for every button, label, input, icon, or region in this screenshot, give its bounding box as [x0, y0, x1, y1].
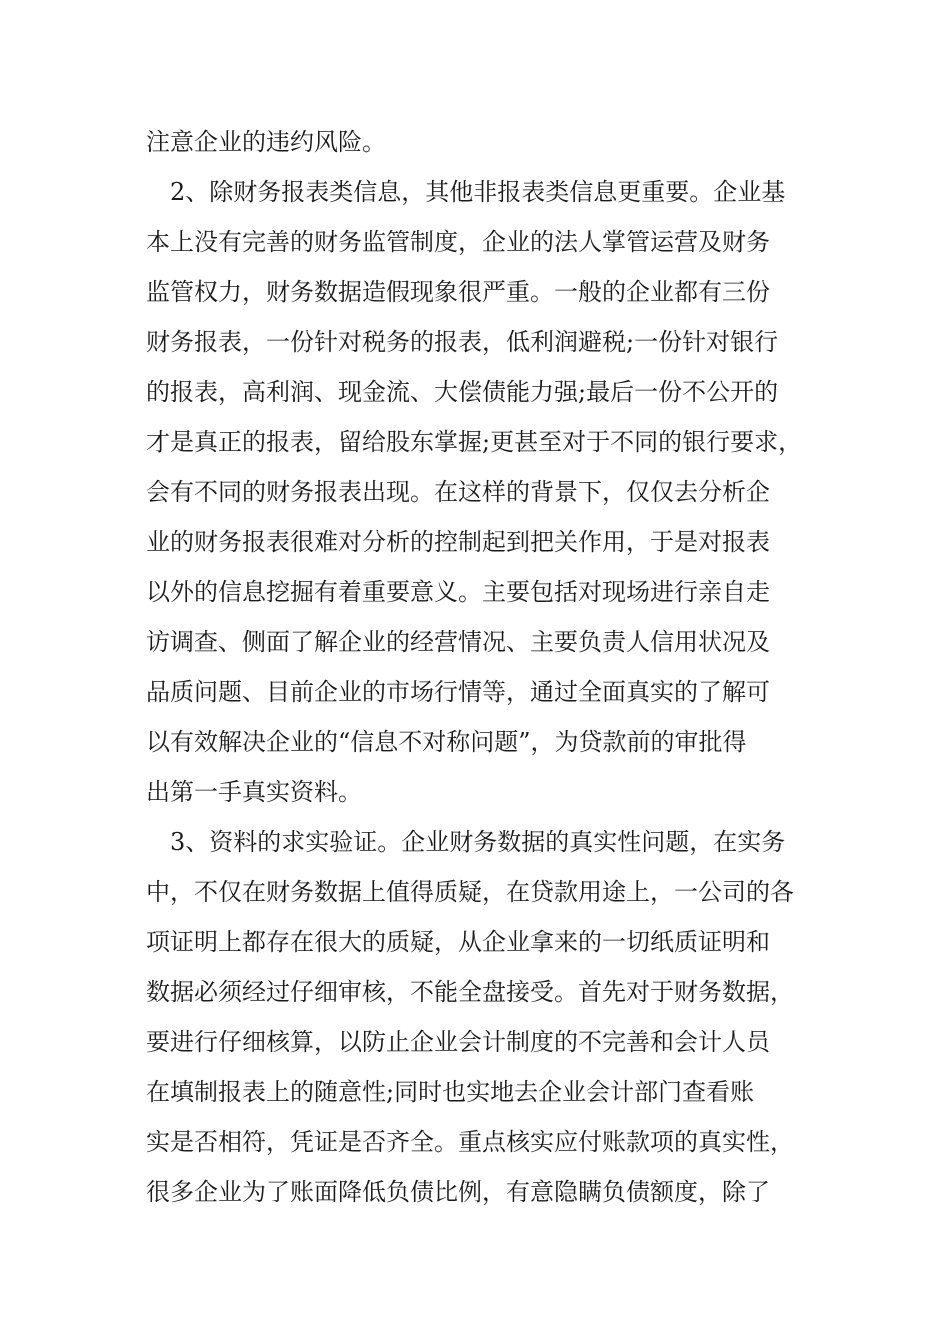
text-line: 业的财务报表很难对分析的控制起到把关作用，于是对报表	[146, 528, 770, 556]
text-line: 监管权力，财务数据造假现象很严重。一般的企业都有三份	[146, 278, 770, 306]
text-line: 的报表，高利润、现金流、大偿债能力强;最后一份不公开的	[146, 378, 779, 406]
paragraph-1	[146, 117, 818, 167]
text-line: 2、除财务报表类信息，其他非报表类信息更重要。企业基	[170, 178, 786, 206]
text-line: 本上没有完善的财务监管制度，企业的法人掌管运营及财务	[146, 228, 770, 256]
paragraph-3	[146, 817, 818, 1217]
text-line: 才是真正的报表，留给股东掌握;更甚至对于不同的银行要求，	[146, 428, 803, 456]
text-line: 注意企业的违约风险。	[146, 128, 386, 156]
text-line: 很多企业为了账面降低负债比例，有意隐瞒负债额度，除了	[146, 1178, 770, 1206]
text-line: 在填制报表上的随意性;同时也实地去企业会计部门查看账	[146, 1078, 755, 1106]
text-line: 出第一手真实资料。	[146, 778, 362, 806]
text-line: 以有效解决企业的“信息不对称问题”，为贷款前的审批得	[146, 728, 747, 756]
document-body	[146, 117, 818, 1217]
text-line: 3、资料的求实验证。企业财务数据的真实性问题，在实务	[170, 828, 786, 856]
text-line: 以外的信息挖掘有着重要意义。主要包括对现场进行亲自走	[146, 578, 770, 606]
text-line: 财务报表，一份针对税务的报表，低利润避税;一份针对银行	[146, 328, 779, 356]
text-line: 品质问题、目前企业的市场行情等，通过全面真实的了解可	[146, 678, 770, 706]
text-line: 项证明上都存在很大的质疑，从企业拿来的一切纸质证明和	[146, 928, 770, 956]
text-line: 会有不同的财务报表出现。在这样的背景下，仅仅去分析企	[146, 478, 770, 506]
text-line: 中，不仅在财务数据上值得质疑，在贷款用途上，一公司的各	[146, 878, 794, 906]
text-line: 访调查、侧面了解企业的经营情况、主要负责人信用状况及	[146, 628, 770, 656]
text-line: 实是否相符，凭证是否齐全。重点核实应付账款项的真实性，	[146, 1128, 794, 1156]
text-line: 数据必须经过仔细审核，不能全盘接受。首先对于财务数据，	[146, 978, 794, 1006]
text-line: 要进行仔细核算，以防止企业会计制度的不完善和会计人员	[146, 1028, 770, 1056]
paragraph-2	[146, 167, 818, 817]
